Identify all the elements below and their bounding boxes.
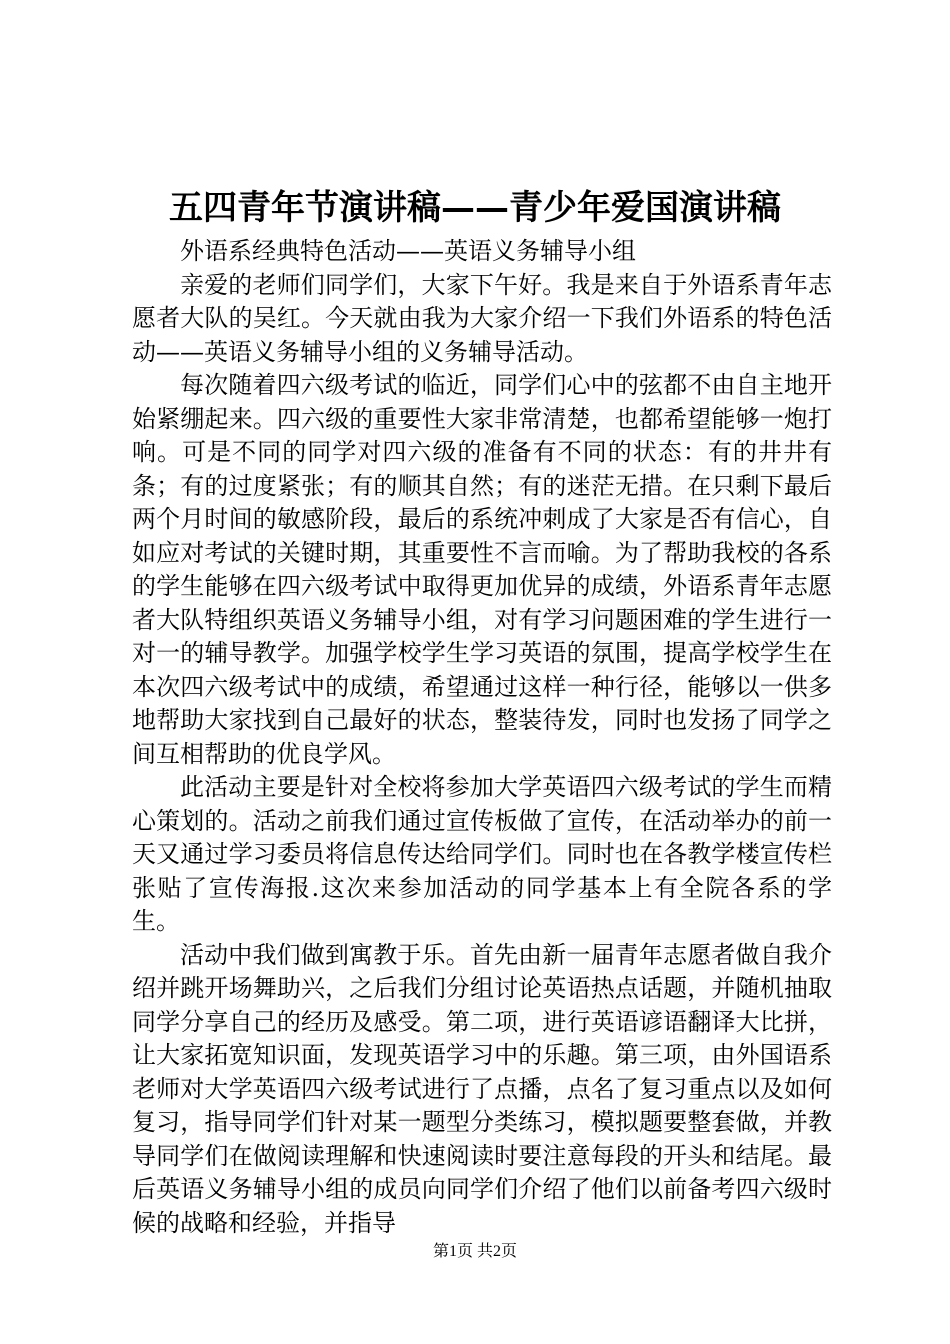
document-subtitle: 外语系经典特色活动——英语义务辅导小组 [180, 237, 636, 265]
paragraph-activity: 活动中我们做到寓教于乐。首先由新一届青年志愿者做自我介绍并跳开场舞助兴，之后我们分组讨论英语热点话题，并随机抽取同学分享自己的经历及感受。第二项，进行英语谚语翻译大比拼，让大家拓宽知识面，发现英语学习中的乐趣。第三项，由外国语系老师对大学英语四六级考试进行了点播，点名了复习重点以及如何复习，指导同学们针对某一题型分类练习，模拟题要整套做，并教导同学们在做阅读理解和快速阅读时要注意每段的开头和结尾。最后英语义务辅导小组的成员向同学们介绍了他们以前备考四六级时候的战略和经验，并指导 [132, 940, 832, 1237]
page-footer: 第1页 共2页 [432, 1243, 517, 1260]
paragraph-preparation: 此活动主要是针对全校将参加大学英语四六级考试的学生而精心策划的。活动之前我们通过宣传板做了宣传，在活动举办的前一天又通过学习委员将信息传达给同学们。同时也在各教学楼宣传栏张贴了宣传海报.这次来参加活动的同学基本上有全院各系的学生。 [132, 773, 832, 935]
document-body [132, 235, 832, 1240]
paragraph-background: 每次随着四六级考试的临近，同学们心中的弦都不由自主地开始紧绷起来。四六级的重要性大家非常清楚，也都希望能够一炮打响。可是不同的同学对四六级的准备有不同的状态：有的井井有条；有的过度紧张；有的顺其自然；有的迷茫无措。在只剩下最后两个月时间的敏感阶段，最后的系统冲刺成了大家是否有信心，自如应对考试的关键时期，其重要性不言而喻。为了帮助我校的各系的学生能够在四六级考试中取得更加优异的成绩，外语系青年志愿者大队特组织英语义务辅导小组，对有学习问题困难的学生进行一对一的辅导教学。加强学校学生学习英语的氛围，提高学校学生在本次四六级考试中的成绩，希望通过这样一种行径，能够以一供多地帮助大家找到自己最好的状态，整装待发，同时也发扬了同学之间互相帮助的优良学风。 [132, 371, 832, 768]
document-title: 五四青年节演讲稿——青少年爱国演讲稿 [169, 188, 781, 228]
paragraph-greeting: 亲爱的老师们同学们，大家下午好。我是来自于外语系青年志愿者大队的吴红。今天就由我为大家介绍一下我们外语系的特色活动——英语义务辅导小组的义务辅导活动。 [132, 270, 832, 366]
